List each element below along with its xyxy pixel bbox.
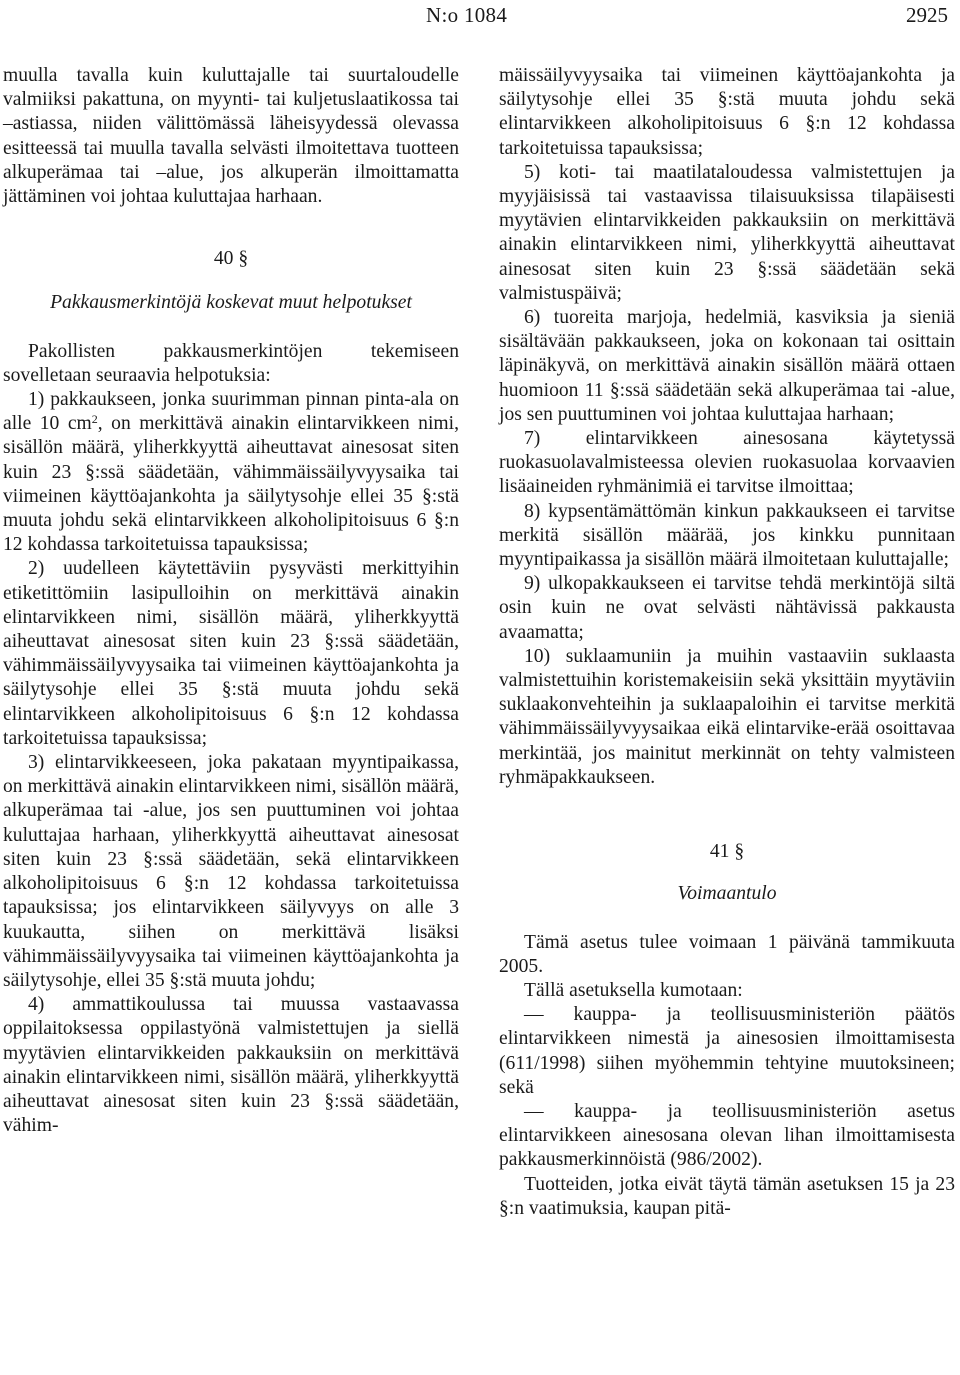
left-column — [3, 64, 459, 1138]
page-header — [0, 0, 960, 40]
list-item-5: 5) koti- tai maatilataloudessa valmistettujen ja myyjäisissä tai vastaavissa tilaisuuksissa tilapäisesti myytävien elintarvikkeiden pakkauksiin on merkittävä ainakin elintarvikkeen nimi, yliherkkyyttä aiheuttavat ainesosat siten kuin 23 §:ssä säädetään sekä valmistuspäivä; — [499, 161, 955, 304]
paragraph-entry-into-force: Tämä asetus tulee voimaan 1 päivänä tammikuuta 2005. — [499, 931, 955, 977]
section-title-40: Pakkausmerkintöjä koskevat muut helpotukset — [50, 292, 412, 314]
list-item-2: 2) uudelleen käytettäviin pysyvästi merkittyihin etiketittömiin lasipulloihin on merkittävä ainakin elintarvikkeen nimi, sisällön määrä, yliherkkyyttä aiheuttavat ainesosat siten kuin 23 §:ssä säädetään, vähimmäissäilyvyysaika tai viimeinen käyttöajankohta ja säilytysohje ellei 35 §:stä muuta johdu sekä elintarvikkeen alkoholipitoisuus 6 §:n 12 kohdassa tarkoitetuissa tapauksissa; — [3, 558, 459, 749]
paragraph-transition: Tuotteiden, jotka eivät täytä tämän asetuksen 15 ja 23 §:n vaatimuksia, kaupan pitä- — [499, 1173, 955, 1219]
section-number-40: 40 § — [213, 248, 249, 270]
section-title-41: Voimaantulo — [677, 883, 777, 905]
paragraph-lead: Pakollisten pakkausmerkintöjen tekemiseen sovelletaan seuraavia helpotuksia: — [3, 340, 459, 386]
page-number: 2925 — [906, 3, 948, 27]
list-item-1 — [3, 388, 459, 557]
list-item-8: 8) kypsentämättömän kinkun pakkaukseen ei tarvitse merkitä sisällön määrää, jos kinkku punnitaan myyntipaikassa ja sisällön määrä ilmoitetaan kuluttajalle; — [499, 500, 955, 571]
repeal-item-2: — kauppa- ja teollisuusministeriön asetus elintarvikkeen ainesosana olevan lihan ilmoittamisesta pakkausmerkinnöistä (986/2002). — [499, 1100, 955, 1171]
statute-number: N:o 1084 — [426, 3, 508, 27]
list-item-9: 9) ulkopakkaukseen ei tarvitse tehdä merkintöjä siltä osin kuin ne ovat selvästi nähtävissä pakkausta avaamatta; — [499, 573, 955, 643]
right-column — [499, 64, 955, 1221]
paragraph-intro: muulla tavalla kuin kuluttajalle tai suurtaloudelle valmiiksi pakattuna, on myynti- tai kuljetuslaatikossa tai –astiassa, niiden välittömässä läheisyydessä olevassa esitteessä tai muulla tavalla selvästi ilmoitettava tuotteen alkuperämaa tai –alue, jos alkuperän ilmoittamatta jättäminen voi johtaa kuluttajaa harhaan. — [3, 65, 459, 208]
repeal-item-1: — kauppa- ja teollisuusministeriön päätös elintarvikkeen nimestä ja ainesosien ilmoittamisesta (611/1998) siihen myöhemmin tehtyine muutoksineen; sekä — [499, 1004, 955, 1098]
list-item-4: 4) ammattikoulussa tai muussa vastaavassa oppilaitoksessa oppilastyönä valmistettujen ja siellä myytävien elintarvikkeiden pakkauksiin on merkittävä ainakin elintarvikkeen nimi, sisällön määrä, yliherkkyyttä aiheuttavat ainesosat siten kuin 23 §:ssä säädetään, vähim- — [3, 994, 459, 1137]
superscript: 2 — [91, 412, 98, 427]
list-item-7: 7) elintarvikkeen ainesosana käytetyssä ruokasuolavalmisteessa olevien ruokasuolaa korvaavien lisäaineiden ryhmänimiä ei tarvitse ilmoittaa; — [499, 428, 955, 498]
list-item-10: 10) suklaamuniin ja muihin vastaaviin suklaasta valmistettuihin koristemakeisiin sekä yksittäin myytäviin suklaakonvehteihin ja suklaapaloihin ei tarvitse merkitä vähimmäissäilyvyysaikaa eikä elintarvike-erää osoittavaa merkintää, jos mainitut merkinnät on tehty valmisteen ryhmäpakkaukseen. — [499, 645, 955, 788]
list-item-6: 6) tuoreita marjoja, hedelmiä, kasviksia ja sieniä sisältävään pakkaukseen, joka on kokonaan tai osittain läpinäkyvä, on merkittävä ainakin sisällön määrä ottaen huomioon 11 §:ssä säädetään sekä alkuperämaa tai -alue, jos sen puuttuminen voi johtaa kuluttajaa harhaan; — [499, 307, 955, 425]
list-item-1-text-b: , on merkittävä ainakin elintarvikkeen nimi, sisällön määrä, yliherkkyyttä aiheuttavat ainesosat siten kuin 23 §:ssä säädetään, vähimmäissäilyvyysaika tai viimeinen käyttöajankohta ja säilytysohje ellei 35 §:stä muuta johdu sekä elintarvikkeen alkoholipitoisuus 6 §:n 12 kohdassa tarkoitetuissa tapauksissa; — [3, 413, 459, 556]
list-item-1-text-a: 1) pakkaukseen, jonka suurimman pinnan pinta-ala on alle 10 cm — [3, 389, 459, 435]
section-number-41: 41 § — [709, 841, 745, 863]
paragraph-continuation: mäissäilyvyysaika tai viimeinen käyttöajankohta ja säilytysohje ellei 35 §:stä muuta johdu sekä elintarvikkeen alkoholipitoisuus 6 §:n 12 kohdassa tarkoitetuissa tapauksissa; — [499, 65, 955, 159]
list-item-3: 3) elintarvikkeeseen, joka pakataan myyntipaikassa, on merkittävä ainakin elintarvikkeen nimi, sisällön määrä, alkuperämaa tai -alue, jos sen puuttuminen voi johtaa kuluttajaa harhaan, yliherkkyyttä aiheuttavat ainesosat siten kuin 23 §:ssä säädetään, sekä elintarvikkeen alkoholipitoisuus 6 §:n 12 kohdassa tarkoitetuissa tapauksissa; jos elintarvikkeen säilyvyys on alle 3 kuukautta, siihen on merkittävä lisäksi vähimmäissäilyvyysaika tai viimeinen käyttöajankohta ja säilytysohje, ellei 35 §:stä muuta johdu; — [3, 752, 459, 991]
paragraph-repeal: Tällä asetuksella kumotaan: — [524, 979, 743, 1001]
